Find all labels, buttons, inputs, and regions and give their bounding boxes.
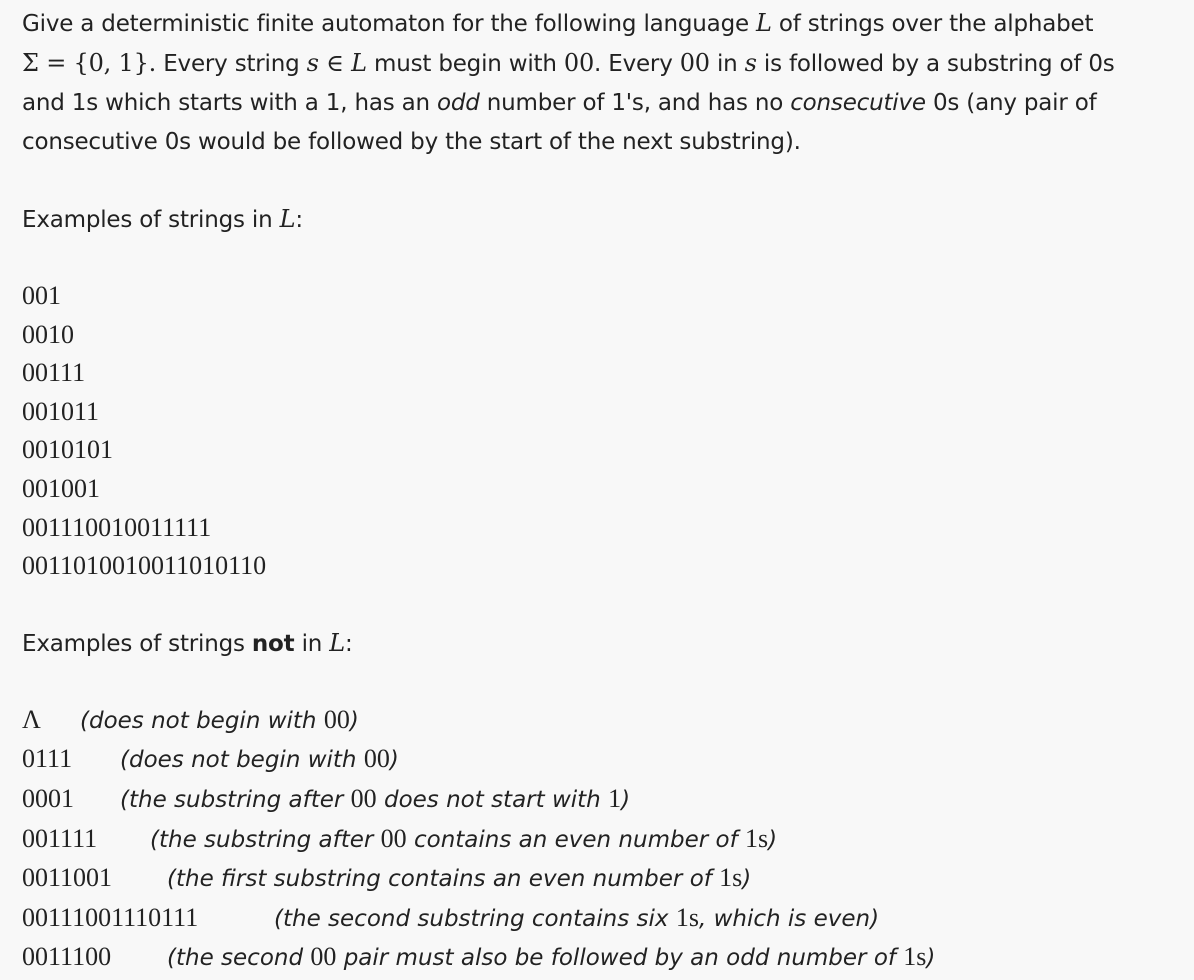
intro-text: number of 1's, and has no	[479, 90, 791, 116]
emphasis-odd: odd	[437, 90, 480, 116]
language-symbol: L	[279, 205, 296, 233]
intro-text: is followed by a substring of 0s	[756, 51, 1115, 77]
counterexample-row	[22, 899, 1184, 939]
membership-expression: s ∈ L	[306, 49, 367, 77]
counterexample-reason: (the substring after 00 contains an even number of 1s)	[150, 823, 778, 853]
alphabet-expression: Σ = {0, 1}.	[22, 49, 157, 77]
example-string: 001001	[22, 473, 100, 503]
language-symbol: L	[329, 628, 345, 657]
intro-text: consecutive 0s would be followed by the start of the next substring).	[22, 129, 801, 155]
string-symbol: s	[744, 49, 757, 77]
heading-text: Examples of strings	[22, 630, 252, 657]
heading-text: :	[345, 630, 353, 657]
counterexample-reason: (does not begin with 00)	[80, 704, 359, 734]
intro-text: Give a deterministic finite automaton for the following language	[22, 11, 757, 37]
heading-text: :	[295, 207, 303, 233]
counterexample-string: Λ	[22, 704, 41, 734]
in-examples-list	[22, 277, 1184, 586]
intro-text: Every string	[156, 51, 307, 77]
example-string: 001011	[22, 396, 100, 426]
intro-text: in	[709, 51, 745, 77]
language-symbol: L	[756, 9, 772, 37]
counterexample-string: 0011100	[22, 942, 112, 972]
intro-text: . Every	[594, 51, 680, 77]
counterexample-reason: (the first substring contains an even number of 1s)	[167, 863, 752, 893]
double-zero-math: 00	[679, 49, 710, 77]
example-string: 001110010011111	[22, 512, 212, 542]
counterexample-row	[22, 820, 1184, 860]
counterexample-row	[22, 701, 1184, 741]
counterexample-string: 0011001	[22, 863, 113, 893]
counterexample-reason: (does not begin with 00)	[120, 744, 399, 774]
counterexample-string: 0001	[22, 783, 74, 813]
counterexample-string: 0111	[22, 744, 73, 774]
emphasis-not: not	[251, 630, 295, 657]
example-string: 0010	[22, 319, 74, 349]
counterexample-reason: (the substring after 00 does not start with 1)	[120, 783, 631, 813]
example-string: 001	[22, 281, 61, 310]
problem-statement	[22, 4, 1184, 162]
double-zero-math: 00	[563, 49, 595, 77]
not-examples-list	[22, 701, 1184, 978]
counterexample-row	[22, 859, 1184, 899]
example-string: 0011010010011010110	[22, 551, 267, 581]
example-string: 0010101	[22, 435, 113, 465]
counterexample-reason: (the second 00 pair must also be followed by an odd number of 1s)	[167, 942, 936, 972]
counterexample-row	[22, 740, 1184, 780]
counterexample-reason: (the second substring contains six 1s, which is even)	[274, 902, 880, 932]
counterexample-row	[22, 938, 1184, 978]
intro-text: must begin with	[366, 51, 564, 77]
not-examples-heading	[22, 624, 1184, 664]
emphasis-consecutive: consecutive	[790, 90, 926, 116]
heading-text: Examples of strings in	[22, 207, 280, 233]
counterexample-string: 001111	[22, 823, 98, 853]
example-string: 00111	[22, 358, 86, 388]
intro-text: of strings over the alphabet	[771, 11, 1094, 37]
counterexample-row	[22, 780, 1184, 820]
heading-text: in	[294, 630, 330, 657]
counterexample-string: 00111001110111	[22, 902, 199, 932]
intro-text: 0s (any pair of	[925, 90, 1097, 116]
intro-text: and 1s which starts with a 1, has an	[22, 90, 438, 116]
in-examples-heading	[22, 200, 1184, 240]
